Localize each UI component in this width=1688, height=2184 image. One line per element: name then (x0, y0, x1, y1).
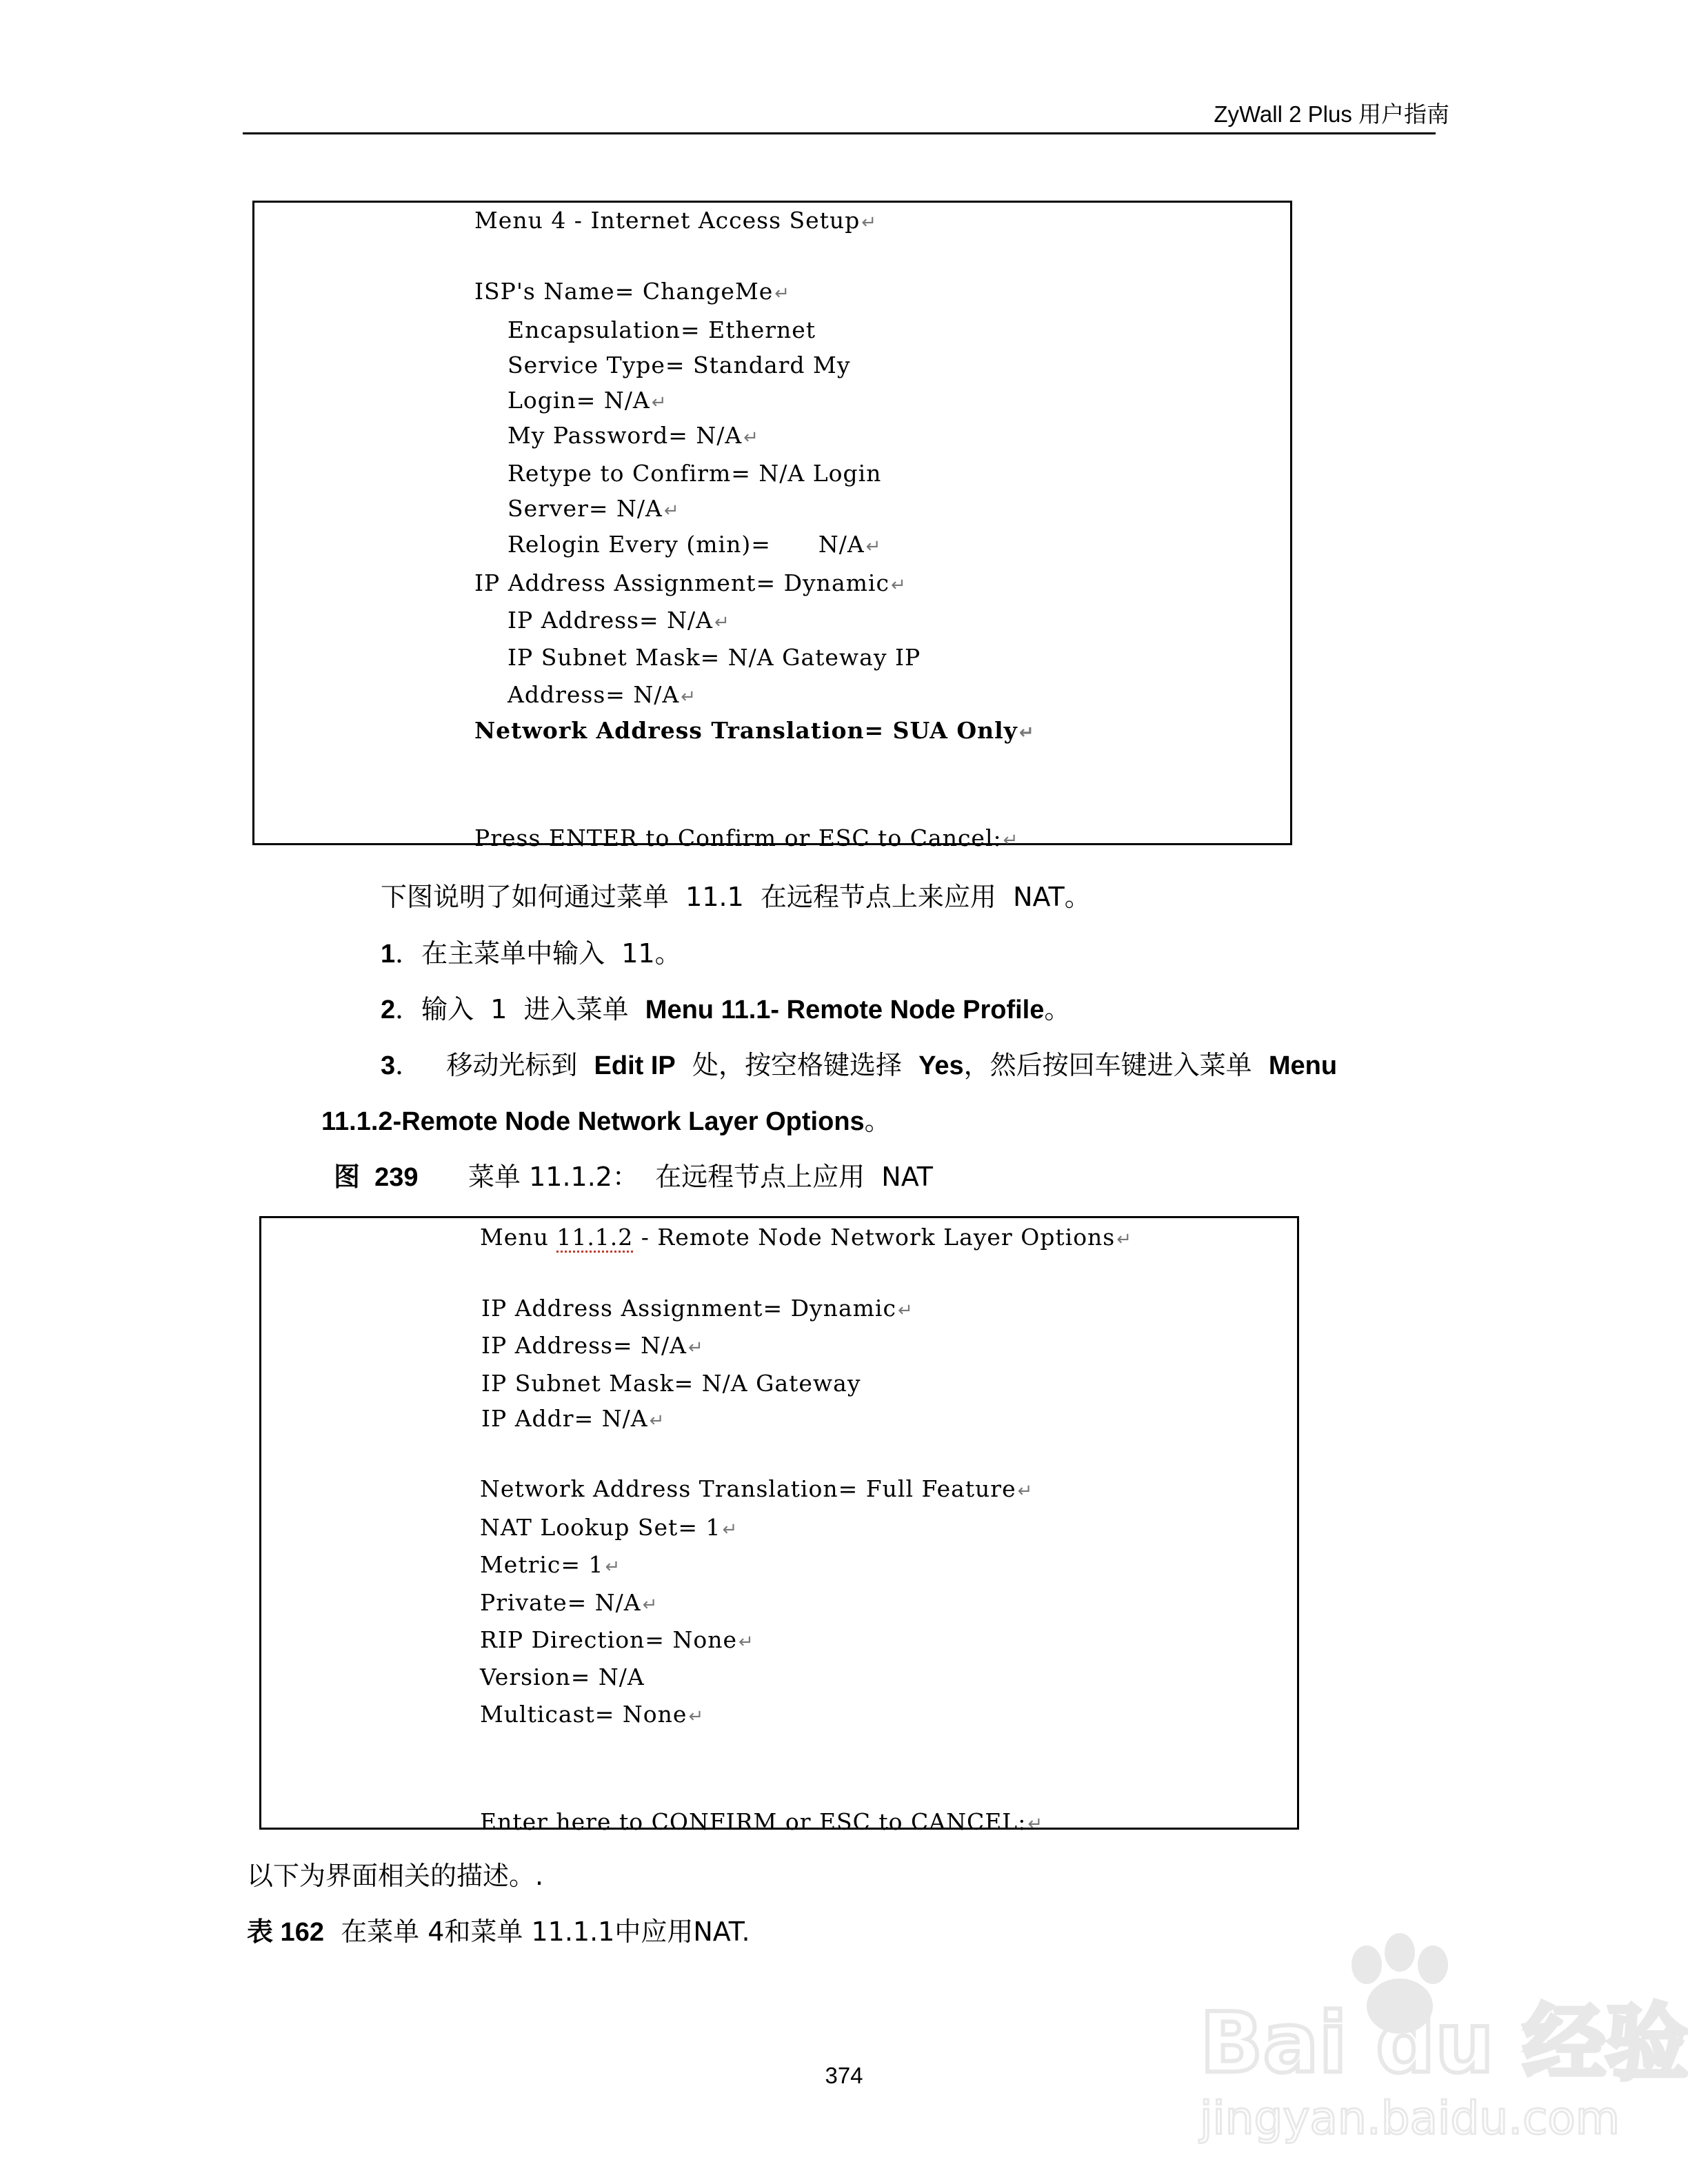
menu4-server: Server= N/A↵ (508, 495, 680, 522)
step-3: 3． 移动光标到 Edit IP 处，按空格键选择 Yes，然后按回车键进入菜单 Menu (381, 1050, 1338, 1080)
menu1112-rip-direction: RIP Direction= None↵ (480, 1626, 754, 1653)
menu4-isp-name: ISP's Name= ChangeMe↵ (474, 278, 791, 305)
step-3-continued: 11.1.2-Remote Node Network Layer Options。 (321, 1106, 891, 1136)
menu1112-nat-lookup: NAT Lookup Set= 1↵ (480, 1514, 738, 1541)
menu4-password: My Password= N/A↵ (508, 422, 759, 449)
page-number: 374 (825, 2063, 863, 2088)
menu4-retype: Retype to Confirm= N/A Login (508, 460, 882, 487)
menu4-address: Address= N/A↵ (508, 681, 697, 708)
step-2: 2．输入 1 进入菜单 Menu 11.1- Remote Node Profile。 (381, 994, 1071, 1024)
menu1112-ip-addr: IP Addr= N/A↵ (481, 1405, 665, 1432)
menu4-service-type: Service Type= Standard My (508, 352, 851, 378)
menu4-title: Menu 4 - Internet Access Setup↵ (474, 207, 878, 234)
menu4-login: Login= N/A↵ (508, 387, 667, 414)
menu1112-nat: Network Address Translation= Full Feature↵ (480, 1475, 1034, 1502)
svg-text:Bai du 经验: Bai du 经验 (1200, 1996, 1688, 2092)
svg-text:jingyan.baidu.com: jingyan.baidu.com (1200, 2092, 1620, 2145)
table-caption: 表 162 在菜单 4和菜单 11.1.1中应用NAT. (247, 1917, 750, 1947)
menu4-relogin: Relogin Every (min)= N/A↵ (508, 531, 882, 558)
menu1112-ip-address: IP Address= N/A↵ (481, 1332, 704, 1359)
menu4-ip-assignment: IP Address Assignment= Dynamic↵ (474, 569, 907, 596)
figure-caption: 图 239 菜单 11.1.2： 在远程节点上应用 NAT (334, 1162, 933, 1192)
menu1112-subnet-mask: IP Subnet Mask= N/A Gateway (481, 1370, 861, 1397)
menu1112-ip-assignment: IP Address Assignment= Dynamic↵ (481, 1295, 914, 1322)
header-rule (243, 132, 1436, 134)
intro-paragraph: 下图说明了如何通过菜单 11.1 在远程节点上来应用 NAT。 (381, 882, 1091, 912)
baidu-watermark-logo (1193, 1923, 1688, 2151)
menu1112-private: Private= N/A↵ (480, 1589, 659, 1616)
menu4-ip-address: IP Address= N/A↵ (508, 607, 730, 634)
menu1112-version: Version= N/A (480, 1664, 645, 1690)
menu4-subnet-mask: IP Subnet Mask= N/A Gateway IP (508, 644, 921, 671)
document-header-title: ZyWall 2 Plus 用户指南 (1214, 101, 1449, 127)
menu4-nat: Network Address Translation= SUA Only↵ (474, 717, 1035, 744)
description-text: 以下为界面相关的描述。. (247, 1861, 544, 1891)
menu1112-multicast: Multicast= None↵ (480, 1701, 705, 1728)
menu4-confirm-prompt: Press ENTER to Confirm or ESC to Cancel:↵ (474, 825, 1019, 851)
step-1: 1．在主菜单中输入 11。 (381, 938, 681, 969)
menu1112-metric: Metric= 1↵ (480, 1551, 621, 1578)
menu1112-confirm-prompt: Enter here to CONFIRM or ESC to CANCEL:↵ (480, 1808, 1044, 1835)
menu4-encapsulation: Encapsulation= Ethernet (508, 316, 816, 343)
menu1112-title: Menu 11.1.2 - Remote Node Network Layer Options↵ (480, 1224, 1132, 1251)
